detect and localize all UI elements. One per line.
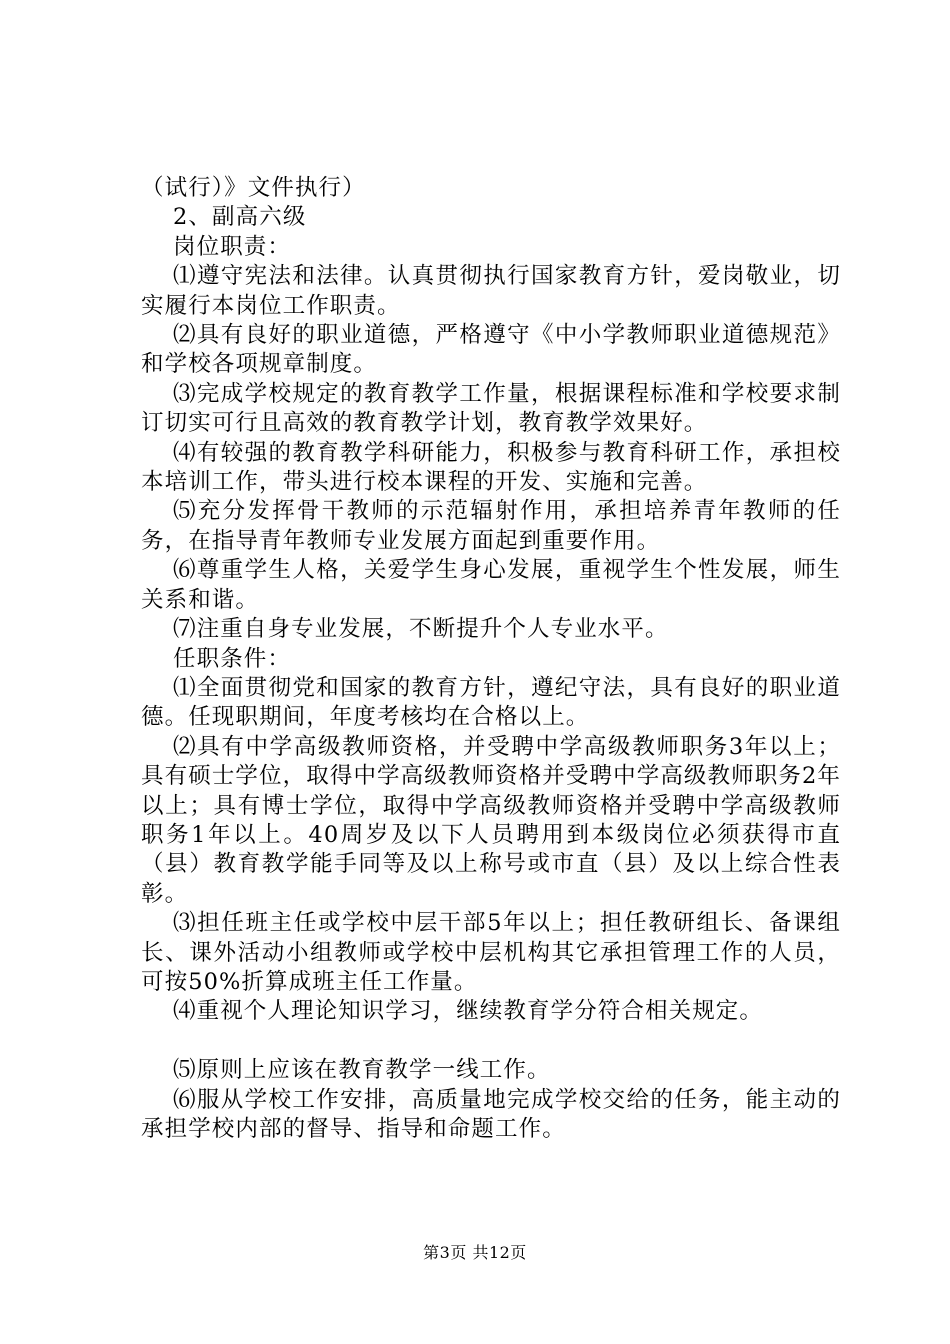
requirement-item: ⑹服从学校工作安排，高质量地完成学校交给的任务，能主动的承担学校内部的督导、指导和命题工作。 [141, 1086, 841, 1142]
duty-item: ⑹尊重学生人格，关爱学生身心发展，重视学生个性发展，师生关系和谐。 [141, 557, 841, 613]
requirement-item: ⑸原则上应该在教育教学一线工作。 [173, 1057, 551, 1084]
page-footer [0, 1243, 950, 1263]
requirement-item: ⑵具有中学高级教师资格，并受聘中学高级教师职务3年以上；具有硕士学位，取得中学高级教师资格并受聘中学高级教师职务2年以上；具有博士学位，取得中学高级教师资格并受聘中学高级教师职务1年以上。40周岁及以下人员聘用到本级岗位必须获得市直（县）教育教学能手同等及以上称号或市直（县）及以上综合性表彰。 [141, 733, 841, 907]
subsection-heading-requirements: 任职条件： [173, 645, 292, 672]
page-number: 第3页 共12页 [423, 1243, 527, 1262]
document-body [141, 174, 841, 1144]
requirement-item: ⑴全面贯彻党和国家的教育方针，遵纪守法，具有良好的职业道德。任现职期间，年度考核均在合格以上。 [141, 674, 841, 731]
requirement-item: ⑶担任班主任或学校中层干部5年以上；担任教研组长、备课组长、课外活动小组教师或学校中层机构其它承担管理工作的人员，可按50%折算成班主任工作量。 [141, 910, 841, 995]
duty-item: ⑵具有良好的职业道德，严格遵守《中小学教师职业道德规范》和学校各项规章制度。 [141, 322, 841, 378]
paragraph-continuation: （试行）》文件执行） [141, 175, 366, 201]
section-heading: 2、副高六级 [173, 204, 307, 231]
blank-line [141, 1027, 841, 1056]
duty-item: ⑶完成学校规定的教育教学工作量，根据课程标准和学校要求制订切实可行且高效的教育教学计划，教育教学效果好。 [141, 380, 841, 437]
subsection-heading-duties: 岗位职责： [173, 233, 292, 260]
requirement-item: ⑷重视个人理论知识学习，继续教育学分符合相关规定。 [173, 998, 764, 1025]
duty-item: ⑷有较强的教育教学科研能力，积极参与教育科研工作，承担校本培训工作，带头进行校本课程的开发、实施和完善。 [141, 439, 841, 496]
duty-item: ⑴遵守宪法和法律。认真贯彻执行国家教育方针，爱岗敬业，切实履行本岗位工作职责。 [141, 263, 841, 319]
duty-item: ⑺注重自身专业发展，不断提升个人专业水平。 [173, 616, 669, 643]
duty-item: ⑸充分发挥骨干教师的示范辐射作用，承担培养青年教师的任务，在指导青年教师专业发展方面起到重要作用。 [141, 498, 841, 554]
